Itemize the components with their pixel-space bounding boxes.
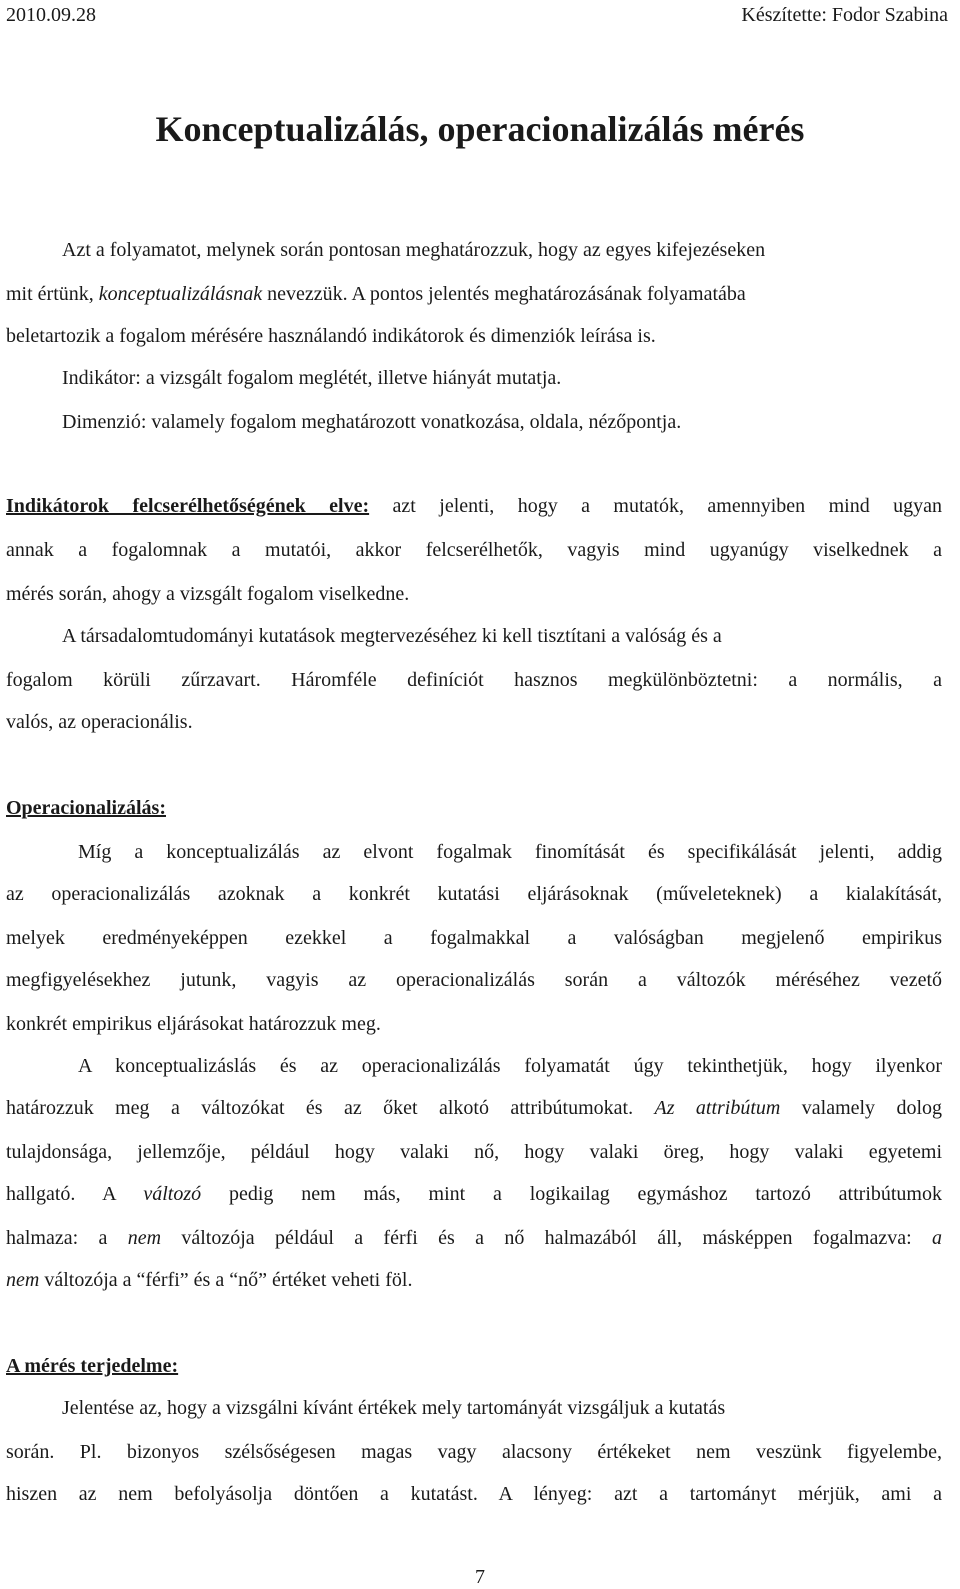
section-heading: Indikátorok felcserélhetőségének elve: xyxy=(6,495,370,517)
emphasis-attributum: Az attribútum xyxy=(654,1097,781,1119)
header-date: 2010.09.28 xyxy=(6,4,96,26)
text-run: pedig nem más, mint a logikailag egymáshoz tartozó attribútumok xyxy=(201,1183,942,1205)
section-heading: Operacionalizálás: xyxy=(6,797,166,819)
paragraph-line: során. Pl. bizonyos szélsőségesen magas vagy alacsony értékeket nem veszünk figyelembe, xyxy=(6,1441,942,1463)
paragraph-line xyxy=(6,1182,942,1206)
indicator-definition: Indikátor: a vizsgált fogalom meglétét, illetve hiányát mutatja. xyxy=(62,367,562,389)
text-run: határozzuk meg a változókat és az őket alkotó attribútumokat. xyxy=(6,1097,655,1119)
paragraph-line: Míg a konceptualizálás az elvont fogalmak finomítását és specifikálását jelenti, addig xyxy=(78,841,942,863)
paragraph-line: valós, az operacionális. xyxy=(6,711,193,733)
emphasis-valtozo: változó xyxy=(143,1183,202,1205)
text-run: mit értünk, xyxy=(6,283,99,305)
emphasis-nem: nem xyxy=(6,1269,40,1291)
emphasis-konceptualizalasnak: konceptualizálásnak xyxy=(98,283,263,305)
paragraph-line: fogalom körüli zűrzavart. Háromféle definíciót hasznos megkülönböztetni: a normális, a xyxy=(6,669,942,691)
paragraph-line: annak a fogalomnak a mutatói, akkor felcserélhetők, vagyis mind ugyanúgy viselkednek a xyxy=(6,539,942,561)
paragraph-line: A konceptualizáslás és az operacionalizálás folyamatát úgy tekinthetjük, hogy ilyenkor xyxy=(78,1055,942,1077)
paragraph-line xyxy=(6,796,166,820)
page-number: 7 xyxy=(475,1566,485,1588)
page-title: Konceptualizálás, operacionalizálás mérés xyxy=(155,109,805,149)
paragraph-line xyxy=(6,494,942,518)
paragraph-line: az operacionalizálás azoknak a konkrét kutatási eljárásoknak (műveleteknek) a kialakítását, xyxy=(6,883,942,905)
text-run: halmaza: a xyxy=(6,1227,128,1249)
text-run: valamely dolog xyxy=(780,1097,943,1119)
paragraph-line: A társadalomtudományi kutatások megtervezéséhez ki kell tisztítani a valóság és a xyxy=(62,625,722,647)
paragraph-line: Jelentése az, hogy a vizsgálni kívánt értékek mely tartományát vizsgáljuk a kutatás xyxy=(62,1397,726,1419)
paragraph-line: beletartozik a fogalom mérésére használandó indikátorok és dimenziók leírása is. xyxy=(6,325,656,347)
text-run: hallgató. A xyxy=(6,1183,144,1205)
paragraph-line: mérés során, ahogy a vizsgált fogalom viselkedne. xyxy=(6,583,410,605)
paragraph-line xyxy=(6,1226,942,1250)
emphasis-nem: nem xyxy=(127,1227,162,1249)
text-run: nevezzük. A pontos jelentés meghatározásának folyamatába xyxy=(262,283,746,305)
paragraph-line xyxy=(6,1268,412,1292)
text-run: változója a “férfi” és a “nő” értéket veheti föl. xyxy=(39,1269,413,1291)
dimension-definition: Dimenzió: valamely fogalom meghatározott vonatkozása, oldala, nézőpontja. xyxy=(62,411,682,433)
header-author: Készítette: Fodor Szabina xyxy=(741,4,948,26)
emphasis-a: a xyxy=(931,1227,942,1249)
paragraph-line xyxy=(6,1096,942,1120)
text-run: változója például a férfi és a nő halmazából áll, másképpen fogalmazva: xyxy=(161,1227,932,1249)
text-run: azt jelenti, hogy a mutatók, amennyiben mind ugyan xyxy=(369,495,942,517)
paragraph-line xyxy=(6,282,746,306)
paragraph-line: melyek eredményeképpen ezekkel a fogalmakkal a valóságban megjelenő empirikus xyxy=(6,927,942,949)
paragraph-line: tulajdonsága, jellemzője, például hogy valaki nő, hogy valaki öreg, hogy valaki egyetemi xyxy=(6,1141,942,1163)
paragraph-line xyxy=(6,1354,178,1378)
paragraph-line: hiszen az nem befolyásolja döntően a kutatást. A lényeg: azt a tartományt mérjük, ami a xyxy=(6,1483,942,1505)
paragraph-line: konkrét empirikus eljárásokat határozzuk meg. xyxy=(6,1013,381,1035)
paragraph-line: Azt a folyamatot, melynek során pontosan meghatározzuk, hogy az egyes kifejezéseken xyxy=(62,239,766,261)
paragraph-line: megfigyelésekhez jutunk, vagyis az operacionalizálás során a változók méréséhez vezető xyxy=(6,969,942,991)
section-heading: A mérés terjedelme: xyxy=(6,1355,179,1377)
